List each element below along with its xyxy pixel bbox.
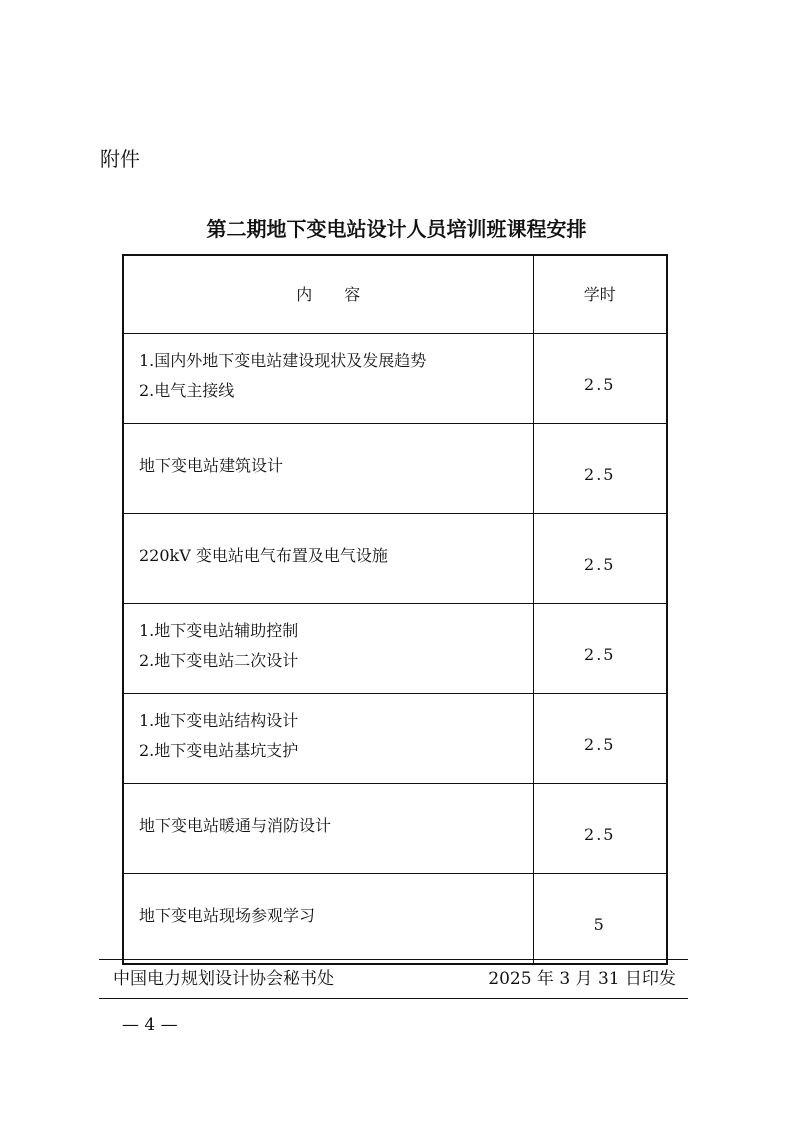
row-hours: 2.5: [533, 604, 667, 694]
row-hours: 2.5: [533, 784, 667, 874]
row-content: [123, 424, 533, 514]
row-content: [123, 874, 533, 965]
table-header-row: [123, 255, 667, 334]
row-content: [123, 604, 533, 694]
row-hours: 2.5: [533, 694, 667, 784]
content-line: 1.地下变电站辅助控制: [139, 620, 299, 640]
content-line: 1.地下变电站结构设计: [139, 710, 299, 730]
content-line: 1.国内外地下变电站建设现状及发展趋势: [139, 350, 427, 370]
content-line: 2.电气主接线: [139, 380, 235, 400]
footer-issue-date: 2025 年 3 月 31 日印发: [488, 969, 676, 989]
attachment-label: 附件: [100, 147, 140, 171]
table-row: [123, 424, 667, 514]
table-row: [123, 874, 667, 965]
row-hours: 2.5: [533, 334, 667, 424]
table-row: [123, 514, 667, 604]
content-line: 地下变电站暖通与消防设计: [139, 815, 332, 835]
row-content: [123, 334, 533, 424]
table-row: [123, 784, 667, 874]
content-line: 地下变电站建筑设计: [139, 455, 284, 475]
table-row: [123, 694, 667, 784]
table-row: [123, 604, 667, 694]
content-line: 地下变电站现场参观学习: [139, 905, 316, 925]
footer-issuer: 中国电力规划设计协会秘书处: [113, 969, 334, 989]
content-line: 2.地下变电站二次设计: [139, 650, 299, 670]
header-content: 内 容: [123, 255, 533, 334]
page-title: 第二期地下变电站设计人员培训班课程安排: [206, 217, 587, 241]
course-schedule-table: [122, 254, 668, 965]
row-hours: 2.5: [533, 424, 667, 514]
footer-divider-bottom: [99, 998, 688, 999]
footer-divider-top: [99, 959, 688, 960]
row-hours: 2.5: [533, 514, 667, 604]
header-hours: 学时: [533, 255, 667, 334]
row-hours: 5: [533, 874, 667, 965]
row-content: [123, 514, 533, 604]
page-number: — 4 —: [122, 1015, 178, 1035]
content-line: 220kV 变电站电气布置及电气设施: [139, 545, 388, 565]
row-content: [123, 784, 533, 874]
content-line: 2.地下变电站基坑支护: [139, 740, 299, 760]
row-content: [123, 694, 533, 784]
table-row: [123, 334, 667, 424]
